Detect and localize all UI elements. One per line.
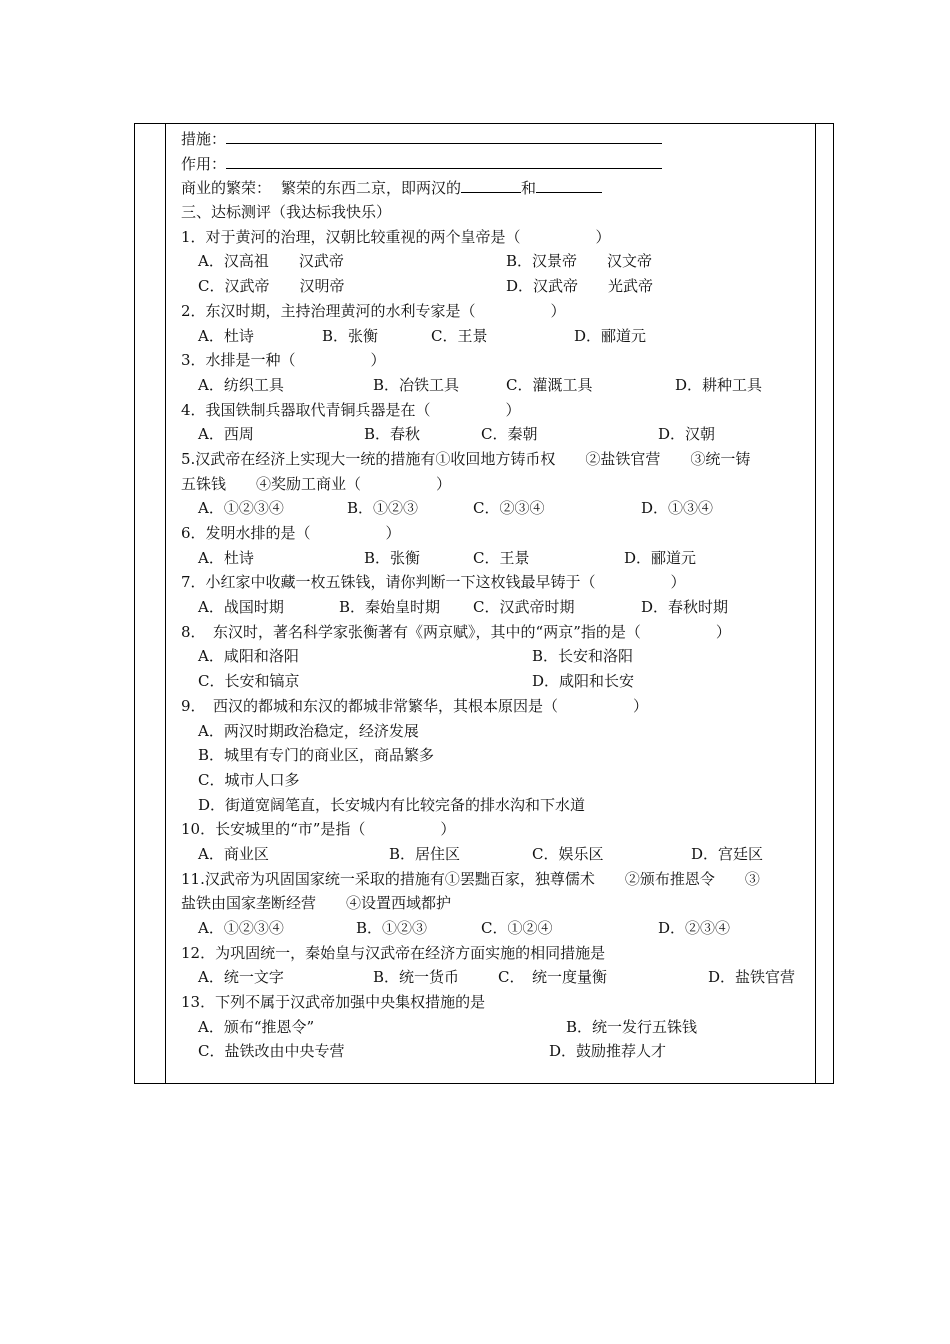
options-row	[181, 324, 811, 349]
option-c[interactable]: C．盐铁改由中央专营	[198, 1042, 345, 1061]
option-a[interactable]: A．西周	[198, 425, 254, 444]
option-a[interactable]: A．杜诗	[198, 326, 254, 345]
effect-blank[interactable]	[226, 151, 662, 169]
option-c[interactable]: C．王景	[473, 548, 530, 567]
options-row	[181, 842, 811, 867]
option-d[interactable]: D．汉朝	[658, 425, 716, 444]
table-divider-left	[165, 124, 166, 1083]
option-b[interactable]: B．统一货币	[373, 968, 460, 987]
option-a[interactable]: A．颁布“推恩令”	[198, 1017, 315, 1036]
commerce-label: 商业的繁荣：	[181, 179, 272, 198]
option-c[interactable]: C．长安和镐京	[198, 672, 300, 691]
option-a[interactable]: A．①②③④	[198, 919, 284, 937]
table-divider-right	[815, 124, 816, 1083]
option-a[interactable]: A．统一文字	[198, 968, 284, 987]
options-row	[181, 496, 811, 521]
option-d[interactable]: D．②③④	[658, 919, 731, 937]
options-row	[181, 916, 811, 941]
option-c[interactable]: C．王景	[431, 326, 488, 345]
option-b[interactable]: B．长安和洛阳	[532, 647, 634, 666]
option-c[interactable]: C． 统一度量衡	[498, 968, 607, 987]
option-d[interactable]: D．郦道元	[574, 326, 647, 345]
option-b[interactable]: B．张衡	[364, 548, 421, 567]
question-7: 7．小红家中收藏一枚五铢钱，请你判断一下这枚钱最早铸于（ ）	[181, 573, 686, 592]
commerce-and: 和	[521, 179, 537, 198]
option-b[interactable]: B．秦始皇时期	[339, 598, 441, 617]
option-c[interactable]: C．娱乐区	[532, 844, 604, 863]
option-b[interactable]: B．春秋	[364, 425, 421, 444]
option-d[interactable]: D．耕种工具	[675, 375, 763, 394]
option-b[interactable]: B．张衡	[322, 326, 379, 345]
option-a[interactable]: A．商业区	[198, 844, 269, 863]
question-11-cont: 盐铁由国家垄断经营 ④设置西域都护	[181, 894, 452, 913]
effect-line	[181, 151, 811, 176]
question-6: 6．发明水排的是（ ）	[181, 524, 401, 542]
option-d[interactable]: D．盐铁官营	[708, 968, 796, 987]
worksheet-content	[181, 126, 811, 1064]
option-d[interactable]: D．街道宽阔笔直，长安城内有比较完备的排水沟和下水道	[198, 795, 586, 814]
option-a[interactable]: A．咸阳和洛阳	[198, 647, 299, 666]
commerce-text: 繁荣的东西二京，即两汉的	[281, 179, 462, 198]
options-row	[181, 644, 811, 669]
options-row	[181, 373, 811, 398]
question-9: 9． 西汉的都城和东汉的都城非常繁华，其根本原因是（ ）	[181, 696, 649, 715]
option-b[interactable]: B．①②③	[356, 919, 428, 937]
question-11: 11.汉武帝为巩固国家统一采取的措施有①罢黜百家，独尊儒术 ②颁布推恩令 ③	[181, 869, 760, 888]
option-b[interactable]: B．居住区	[389, 844, 461, 863]
option-a[interactable]: A．战国时期	[198, 598, 284, 617]
options-row	[181, 965, 811, 990]
question-5-cont: 五铢钱 ④奖励工商业（ ）	[181, 474, 452, 493]
option-b[interactable]: B．①②③	[347, 499, 419, 518]
options-row	[181, 1015, 811, 1040]
option-a[interactable]: A．①②③④	[198, 499, 284, 518]
option-d[interactable]: D．春秋时期	[641, 598, 729, 617]
question-5: 5.汉武帝在经济上实现大一统的措施有①收回地方铸币权 ②盐铁官营 ③统一铸	[181, 449, 751, 468]
option-a[interactable]: A．纺织工具	[198, 375, 284, 394]
question-13: 13．下列不属于汉武帝加强中央集权措施的是	[181, 993, 486, 1012]
option-c[interactable]: C．城市人口多	[198, 770, 300, 789]
option-b[interactable]: B．城里有专门的商业区，商品繁多	[198, 746, 435, 765]
options-row	[181, 422, 811, 447]
question-2: 2．东汉时期，主持治理黄河的水利专家是（ ）	[181, 301, 566, 320]
options-row	[181, 546, 811, 571]
option-b[interactable]: B．冶铁工具	[373, 375, 460, 394]
question-12: 12．为巩固统一，秦始皇与汉武帝在经济方面实施的相同措施是	[181, 943, 606, 962]
options-row	[181, 669, 811, 694]
option-d[interactable]: D．宫廷区	[691, 844, 764, 863]
option-d[interactable]: D．①③④	[641, 499, 714, 518]
measures-label: 措施：	[181, 130, 227, 148]
option-d[interactable]: D．鼓励推荐人才	[549, 1042, 667, 1061]
question-3: 3．水排是一种（ ）	[181, 351, 386, 370]
question-10: 10．长安城里的“市”是指（ ）	[181, 820, 456, 839]
measures-line	[181, 126, 811, 151]
option-b[interactable]: B．汉景帝 汉文帝	[506, 252, 653, 271]
option-a[interactable]: A．汉高祖 汉武帝	[198, 252, 344, 271]
commerce-blank-2[interactable]	[536, 175, 602, 193]
option-a[interactable]: A．杜诗	[198, 548, 254, 567]
option-c[interactable]: C．灌溉工具	[506, 375, 593, 394]
question-4: 4．我国铁制兵器取代青铜兵器是在（ ）	[181, 400, 521, 419]
options-row	[181, 595, 811, 620]
section-title: 三、达标测评（我达标我快乐）	[181, 203, 392, 222]
option-b[interactable]: B．统一发行五铢钱	[566, 1017, 698, 1036]
option-c[interactable]: C．汉武帝时期	[473, 598, 575, 617]
options-row	[181, 249, 811, 274]
option-c[interactable]: C．①②④	[481, 919, 553, 937]
effect-label: 作用：	[181, 154, 227, 173]
question-8: 8． 东汉时，著名科学家张衡著有《两京赋》，其中的“两京”指的是（ ）	[181, 622, 731, 641]
option-c[interactable]: C．②③④	[473, 499, 545, 518]
option-d[interactable]: D．咸阳和长安	[532, 672, 635, 691]
options-row	[181, 274, 811, 299]
options-row	[181, 1039, 811, 1064]
option-d[interactable]: D．郦道元	[624, 548, 697, 567]
measures-blank[interactable]	[226, 126, 662, 144]
option-c[interactable]: C．秦朝	[481, 425, 538, 444]
option-d[interactable]: D．汉武帝 光武帝	[506, 277, 654, 296]
question-1: 1．对于黄河的治理，汉朝比较重视的两个皇帝是（ ）	[181, 227, 611, 246]
commerce-blank-1[interactable]	[461, 175, 521, 193]
option-c[interactable]: C．汉武帝 汉明帝	[198, 277, 345, 296]
option-a[interactable]: A．两汉时期政治稳定，经济发展	[198, 721, 419, 740]
commerce-line	[181, 175, 811, 200]
